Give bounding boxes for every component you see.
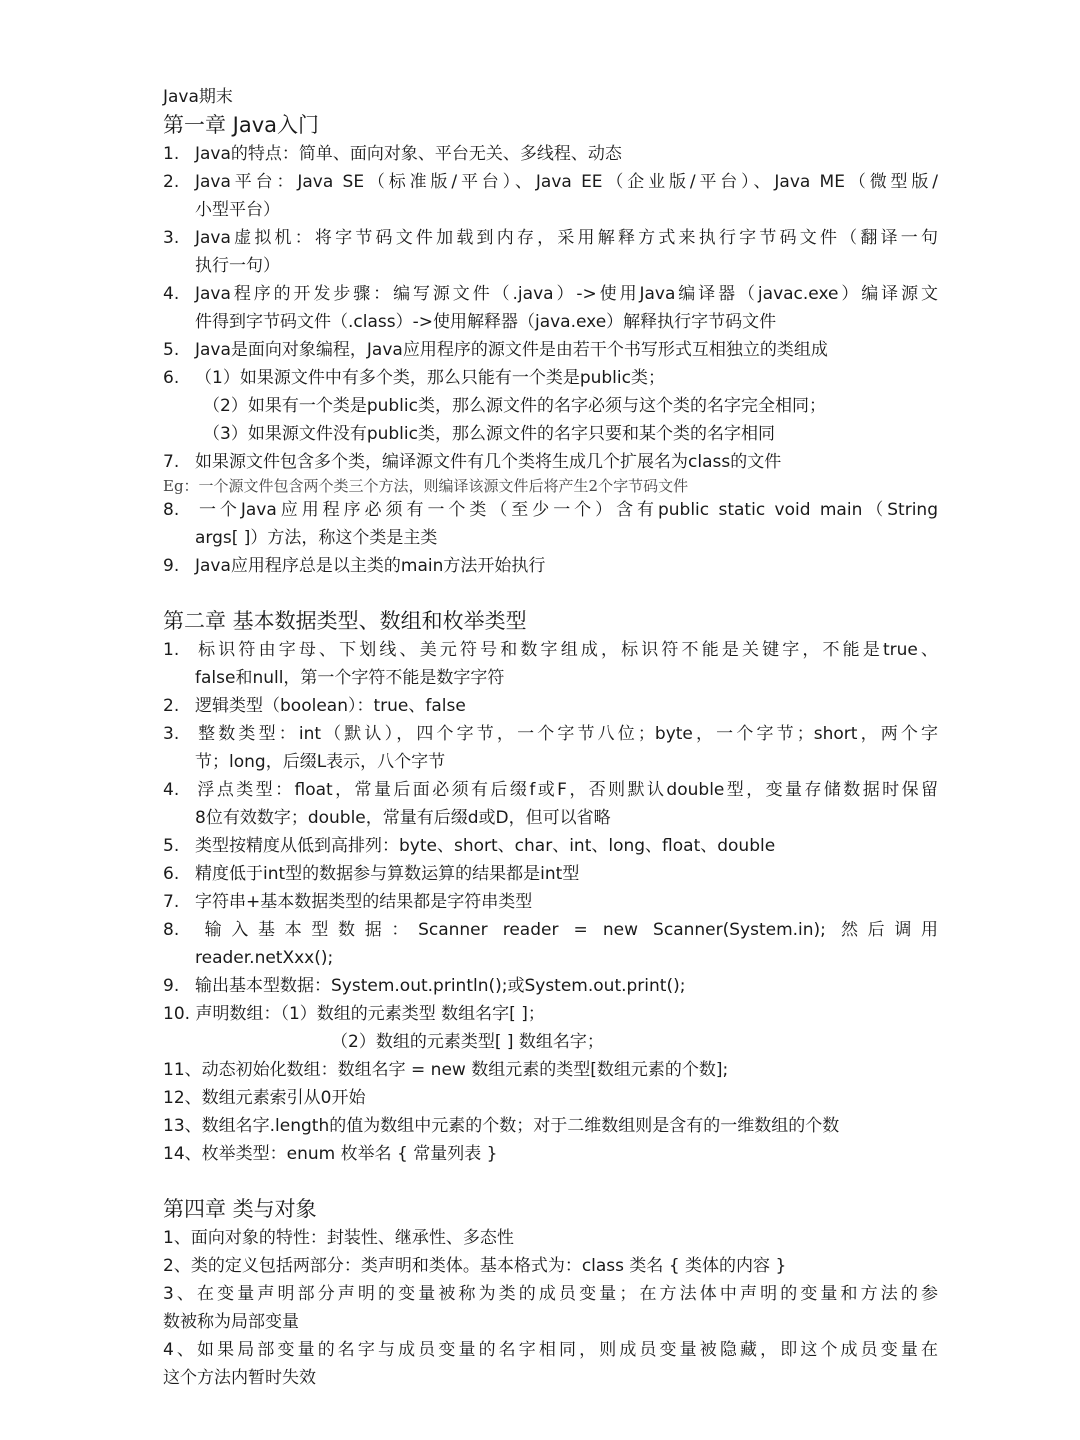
- section-gap: [163, 1168, 938, 1194]
- ch4-item-4: 4、如果局部变量的名字与成员变量的名字相同，则成员变量被隐藏，即这个成员变量在: [163, 1340, 938, 1360]
- item-text: 类型按精度从低到高排列：byte、short、char、int、long、float、double: [195, 836, 776, 856]
- item-text: Java虚拟机：将字节码文件加载到内存，采用解释方式来执行字节码文件（翻译一句: [195, 228, 938, 248]
- ch2-item-3: [163, 720, 938, 748]
- chapter-2-heading: 第二章 基本数据类型、数组和枚举类型: [163, 609, 527, 633]
- ch4-item-1: 1、面向对象的特性：封装性、继承性、多态性: [163, 1228, 514, 1248]
- item-number: 5.: [163, 340, 180, 360]
- ch2-item-1: [163, 636, 938, 664]
- document-page: [163, 84, 938, 1392]
- ch2-item-9: [163, 972, 938, 1000]
- item-text: 字符串+基本数据类型的结果都是字符串类型: [195, 892, 533, 912]
- item-text: Java是面向对象编程，Java应用程序的源文件是由若干个书写形式互相独立的类组成: [195, 340, 828, 360]
- ch2-item-12: 12、数组元素索引从0开始: [163, 1088, 366, 1108]
- item-text: 精度低于int型的数据参与算数运算的结果都是int型: [195, 864, 580, 884]
- item-number: 4.: [163, 780, 180, 800]
- ch2-item-5: [163, 832, 938, 860]
- item-text: 逻辑类型（boolean）：true、false: [195, 696, 466, 716]
- ch2-item-10-sub-2: （2）数组的元素类型[ ] 数组名字；: [331, 1032, 604, 1052]
- item-number: 7.: [163, 452, 180, 472]
- ch4-item-2: 2、类的定义包括两部分：类声明和类体。基本格式为：class 类名 { 类体的内容 }: [163, 1256, 787, 1276]
- ch4-item-4-cont: 这个方法内暂时失效: [163, 1368, 316, 1388]
- chapter-4-heading: 第四章 类与对象: [163, 1197, 317, 1221]
- ch2-item-7: [163, 888, 938, 916]
- ch1-item-2: [163, 168, 938, 196]
- item-number: 9.: [163, 976, 180, 996]
- item-number: 2.: [163, 696, 180, 716]
- ch1-item-1: [163, 140, 938, 168]
- ch1-item-6: [163, 364, 938, 392]
- ch2-item-2: [163, 692, 938, 720]
- ch2-item-3-cont: 节；long，后缀L表示，八个字节: [195, 752, 446, 772]
- item-number: 1.: [163, 144, 180, 164]
- item-number: 7.: [163, 892, 180, 912]
- ch1-item-2-cont: 小型平台）: [195, 200, 280, 220]
- ch1-item-8-cont: args[ ]）方法，称这个类是主类: [195, 528, 438, 548]
- item-text: 输出基本型数据：System.out.println();或System.out.print();: [195, 976, 686, 996]
- ch2-item-14: 14、枚举类型：enum 枚举名 { 常量列表 }: [163, 1144, 498, 1164]
- item-number: 2.: [163, 172, 180, 192]
- ch2-item-4-cont: 8位有效数字；double，常量有后缀d或D，但可以省略: [195, 808, 611, 828]
- ch4-item-3: 3、在变量声明部分声明的变量被称为类的成员变量；在方法体中声明的变量和方法的参: [163, 1284, 938, 1304]
- ch1-example-note: Eg：一个源文件包含两个类三个方法，则编译该源文件后将产生2个字节码文件: [163, 477, 689, 495]
- ch1-item-3-cont: 执行一句）: [195, 256, 280, 276]
- section-gap: [163, 580, 938, 606]
- item-text: 标识符由字母、下划线、美元符号和数字组成，标识符不能是关键字，不能是true、: [195, 640, 938, 660]
- item-number: 9.: [163, 556, 180, 576]
- ch2-item-6: [163, 860, 938, 888]
- item-text: 浮点类型：float，常量后面必须有后缀f或F，否则默认double型，变量存储数据时保留: [195, 780, 938, 800]
- ch1-item-5: [163, 336, 938, 364]
- document-title: Java期末: [163, 87, 233, 107]
- item-number: 8.: [163, 500, 180, 520]
- item-text: （1）如果源文件中有多个类，那么只能有一个类是public类；: [195, 368, 665, 388]
- item-number: 6.: [163, 864, 180, 884]
- ch1-item-6-sub-2: （2）如果有一个类是public类，那么源文件的名字必须与这个类的名字完全相同；: [203, 396, 826, 416]
- ch4-item-3-cont: 数被称为局部变量: [163, 1312, 299, 1332]
- ch2-item-8: [163, 916, 938, 944]
- ch2-item-10: 10. 声明数组：（1）数组的元素类型 数组名字[ ]；: [163, 1004, 545, 1024]
- item-number: 8.: [163, 920, 180, 940]
- ch2-item-4: [163, 776, 938, 804]
- item-text: 如果源文件包含多个类，编译源文件有几个类将生成几个扩展名为class的文件: [195, 452, 782, 472]
- ch1-item-4: [163, 280, 938, 308]
- chapter-1-heading: 第一章 Java入门: [163, 113, 320, 137]
- ch1-item-8: [163, 496, 938, 524]
- item-text: 一个Java应用程序必须有一个类（至少一个）含有public static void main（String: [195, 500, 938, 520]
- ch2-item-13: 13、数组名字.length的值为数组中元素的个数；对于二维数组则是含有的一维数组的个数: [163, 1116, 840, 1136]
- item-number: 6.: [163, 368, 180, 388]
- item-number: 3.: [163, 228, 180, 248]
- ch2-item-11: 11、动态初始化数组：数组名字 = new 数组元素的类型[数组元素的个数];: [163, 1060, 729, 1080]
- ch1-item-6-sub-3: （3）如果源文件没有public类，那么源文件的名字只要和某个类的名字相同: [203, 424, 775, 444]
- item-text: Java应用程序总是以主类的main方法开始执行: [195, 556, 546, 576]
- item-number: 4.: [163, 284, 180, 304]
- item-number: 1.: [163, 640, 180, 660]
- ch1-item-7: [163, 448, 938, 476]
- item-text: 整数类型：int（默认），四个字节，一个字节八位；byte，一个字节；short，两个字: [195, 724, 938, 744]
- item-text: Java的特点：简单、面向对象、平台无关、多线程、动态: [195, 144, 622, 164]
- item-number: 5.: [163, 836, 180, 856]
- item-text: 输入基本型数据：Scanner reader = new Scanner(System.in); 然后调用: [195, 920, 938, 940]
- item-text: Java平台：Java SE（标准版/平台）、Java EE（企业版/平台）、Java ME（微型版/: [195, 172, 938, 192]
- ch1-item-9: [163, 552, 938, 580]
- ch2-item-1-cont: false和null，第一个字符不能是数字字符: [195, 668, 505, 688]
- ch1-item-3: [163, 224, 938, 252]
- ch2-item-8-cont: reader.netXxx();: [195, 948, 334, 968]
- item-text: Java程序的开发步骤：编写源文件（.java）->使用Java编译器（javac.exe）编译源文: [195, 284, 938, 304]
- ch1-item-4-cont: 件得到字节码文件（.class）->使用解释器（java.exe）解释执行字节码文件: [195, 312, 777, 332]
- item-number: 3.: [163, 724, 180, 744]
